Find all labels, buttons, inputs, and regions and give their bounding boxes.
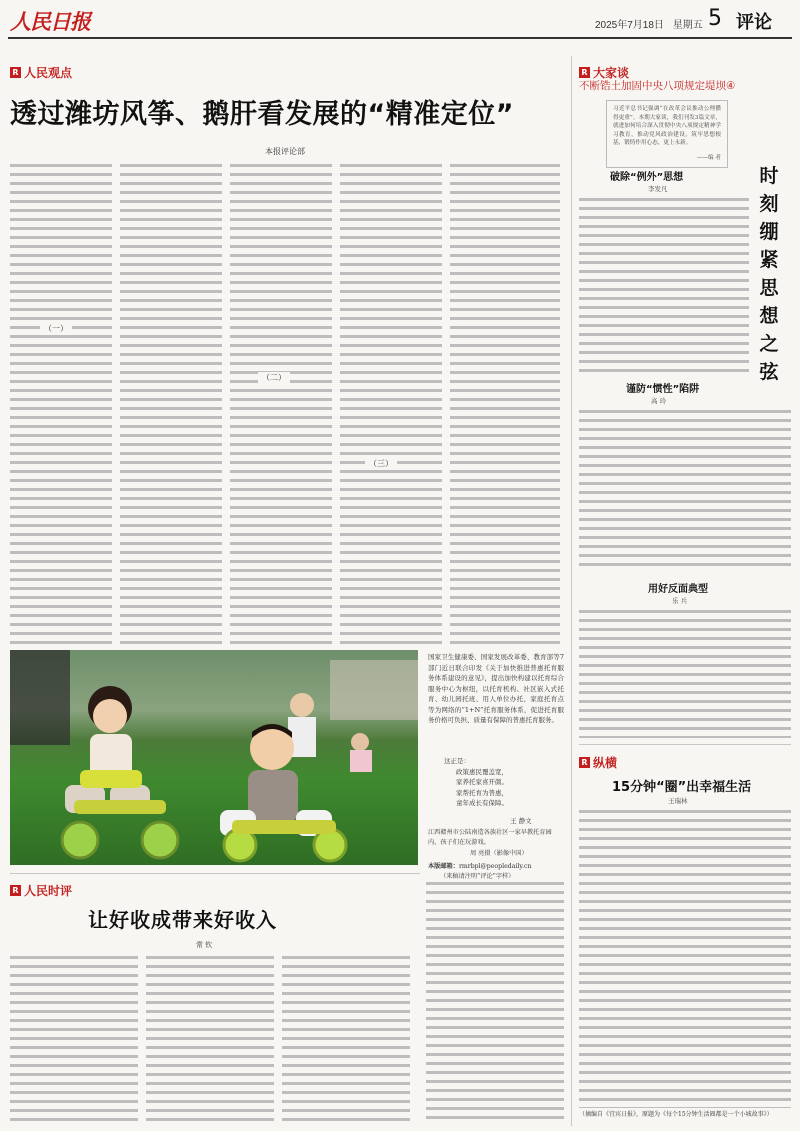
masthead-rule: [8, 37, 792, 39]
email-label: 本版邮箱：: [428, 863, 459, 870]
editor-note-sign: ——编 者: [696, 155, 721, 161]
section-marker-icon: R: [10, 67, 21, 78]
lead-body-col-3: [230, 162, 332, 644]
poem-line: 家养托家喜开颜。: [456, 778, 508, 786]
photo-caption: 国家卫生健康委、国家发展改革委、教育部等7部门近日联合印发《关于加快推进普惠托育服务体系建设的意见》，提出加快构建以托育综合服务中心为枢纽，以托育机构、社区嵌入式托育、幼儿园托班、用人单位办托、家庭托育点等为网络的“1+N”托育服务体系，促进托育服务价格可负担、质量有保障的普惠托育服务。: [428, 653, 564, 724]
second-body-col-4: [426, 880, 564, 1124]
lead-body-col-5: [450, 162, 560, 644]
essay-3-title: 用好反面典型: [648, 584, 708, 595]
essay-3-body: [579, 608, 791, 738]
lead-body-col-2: [120, 162, 222, 644]
photo-credit: 江西赣州市公陆南造各族社区一家早教托育园内，孩子们在玩游戏。: [428, 829, 552, 846]
photo-poem: [444, 756, 564, 809]
right-divider: [579, 744, 791, 745]
essay-2-title: 谨防“惯性”陷阱: [626, 384, 700, 395]
lead-byline: 本报评论部: [265, 147, 305, 156]
section-marker-icon: R: [10, 885, 21, 896]
section-marker-icon: R: [579, 757, 590, 768]
section-marker-icon: R: [579, 67, 590, 78]
vertical-headline: 时刻绷紧思想之弦: [759, 165, 779, 383]
page-number: 5: [708, 6, 722, 31]
zongheng-title: 15分钟“圈”出幸福生活: [612, 780, 752, 795]
poem-line: 这正是：: [444, 757, 470, 765]
second-section-header: [10, 880, 72, 899]
zongheng-body: [579, 808, 791, 1108]
essay-2-body: [579, 408, 791, 568]
lead-section-header: [10, 62, 72, 81]
poem-line: 政策惠民覆盖宽，: [456, 767, 508, 776]
essay-1-title: 破除“例外”思想: [610, 172, 684, 183]
lead-section-label: 人民观点: [24, 66, 73, 80]
issue-weekday: 星期五: [672, 20, 703, 31]
hotline-note: （来稿请注明“评论”字样）: [440, 872, 515, 880]
lead-subsection-3: （三）: [365, 458, 397, 469]
zongheng-footnote: （摘编自《宜宾日报》，原题为《每个15分钟生活圈都是一个小城故事》）: [579, 1110, 791, 1119]
page-section: 评论: [736, 12, 772, 33]
lead-subsection-2: （二）: [258, 372, 290, 383]
photo-bottom-rule: [10, 873, 420, 874]
news-photo: [10, 650, 418, 865]
second-section-label: 人民时评: [24, 884, 73, 898]
editor-note-text: 习近平总书记强调“在改革会议推动公理攒得更重”。本期大家谈，我们刊发3篇文章，就进加何培合深入贯彻中央八项规定精神学习教育，推动党风政治建设，筑牢思想根基，锻铸作用心态，更上永新。: [613, 106, 721, 146]
essay-1-author: 李发凡: [648, 185, 668, 193]
newspaper-logo: 人民日报: [10, 9, 90, 34]
email-address[interactable]: rmrbpl@peopledaily.cn: [458, 863, 532, 870]
series-title: 不断锆土加固中央八项规定堤坝④: [579, 80, 736, 92]
lead-body-col-1: [10, 162, 112, 644]
photographer: 周 亮摄（影像中国）: [470, 850, 528, 857]
second-body-col-1: [10, 954, 138, 1124]
poem-signature: 王 静文: [510, 817, 532, 825]
second-body-col-2: [146, 954, 274, 1124]
poem-line: 家帮托育为普惠，: [456, 788, 508, 797]
zongheng-section-label: 纵横: [593, 756, 618, 770]
zongheng-section-header: [579, 752, 617, 771]
essay-1-body: [579, 196, 749, 376]
editor-note-box: [606, 100, 728, 168]
masthead: [10, 6, 790, 34]
photo-illustration: [10, 650, 418, 865]
second-byline: 常 钦: [196, 941, 213, 949]
column-divider: [571, 56, 572, 1126]
second-title: 让好收成带来好收入: [88, 908, 277, 932]
lead-body-col-4: [340, 162, 442, 644]
zongheng-byline: 王瑞林: [668, 797, 688, 805]
essay-3-author: 乐 兵: [672, 597, 688, 605]
second-body-col-3: [282, 954, 410, 1124]
right-section-label: 大家谈: [593, 66, 630, 80]
lead-subsection-1: （一）: [40, 323, 72, 334]
issue-date: 2025年7月18日: [595, 20, 664, 31]
essay-2-author: 高 玲: [651, 397, 667, 405]
lead-title: 透过潍坊风筝、鹅肝看发展的“精准定位”: [10, 99, 514, 130]
poem-line: 童年成长有保障。: [456, 799, 508, 807]
